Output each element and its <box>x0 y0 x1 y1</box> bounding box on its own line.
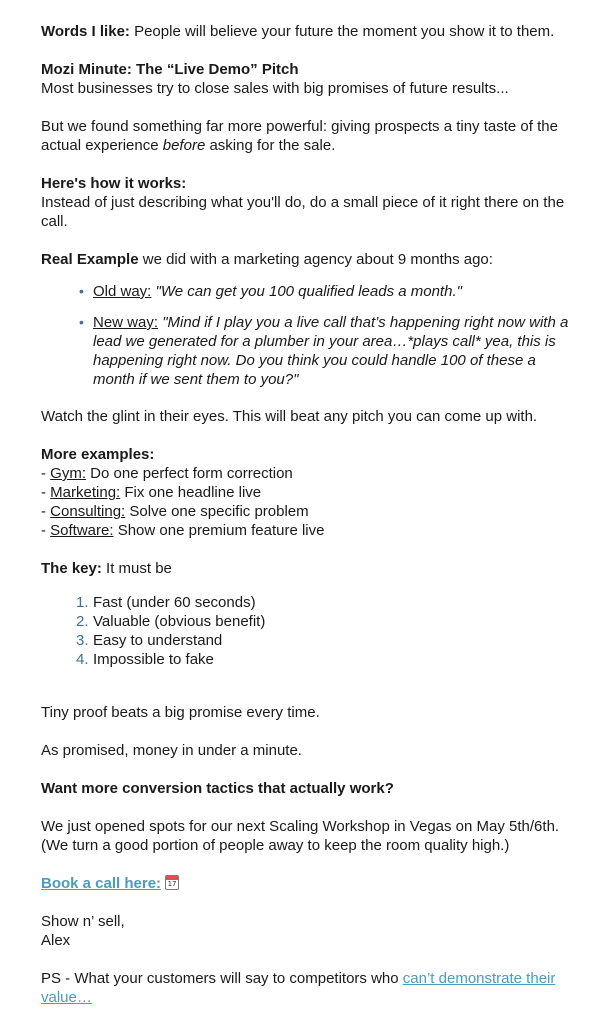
example-list <box>41 282 573 389</box>
list-item <box>41 483 573 502</box>
glint-line: Watch the glint in their eyes. This will beat any pitch you can come up with. <box>41 408 538 425</box>
key-list <box>41 593 573 669</box>
real-example-intro <box>41 250 573 269</box>
list-number: 3. <box>76 632 89 649</box>
bullet-marker: • <box>79 283 84 299</box>
want-more-heading-text: Want more conversion tactics that actually work? <box>41 780 394 797</box>
example-text: Show one premium feature live <box>113 522 325 539</box>
dash: - <box>41 484 51 501</box>
tiny-proof-line: Tiny proof beats a big promise every time. <box>41 704 320 721</box>
new-way-text: "Mind if I play you a live call that’s happening right now with a lead we generated for a plumber in your area…*plays call* yea, this is happening right now. Do you think you could handle 100 of these a month if we sent them to you?" <box>93 314 569 388</box>
want-more-heading <box>41 779 573 798</box>
how-it-works-section <box>41 174 573 231</box>
more-examples-section <box>41 445 573 540</box>
workshop-line-2: (We turn a good portion of people away to keep the room quality high.) <box>41 837 510 854</box>
key-item-text: Fast (under 60 seconds) <box>93 594 256 611</box>
list-number: 4. <box>76 651 89 668</box>
ps-text: PS - What your customers will say to competitors who <box>41 970 403 987</box>
words-i-like-label: Words I like: <box>41 23 130 40</box>
ps-line <box>41 969 573 1007</box>
example-text: Do one perfect form correction <box>86 465 293 482</box>
real-example-label: Real Example <box>41 251 139 268</box>
workshop-line-1: We just opened spots for our next Scaling Workshop in Vegas on May 5th/6th. <box>41 818 560 835</box>
mozi-minute-section <box>41 60 573 98</box>
how-it-works-heading-text: Here's how it works: <box>41 175 187 192</box>
old-way-text: "We can get you 100 qualified leads a month." <box>155 283 462 300</box>
dash: - <box>41 522 51 539</box>
list-item <box>41 464 573 483</box>
list-item <box>79 313 573 389</box>
calendar-icon <box>165 875 179 890</box>
new-way-label: New way: <box>93 314 159 331</box>
list-number: 1. <box>76 594 89 611</box>
list-item <box>76 593 573 612</box>
words-i-like-text: People will believe your future the moment you show it to them. <box>129 23 555 40</box>
words-i-like <box>41 22 573 41</box>
example-label-gym: Gym: <box>50 465 87 482</box>
calendar-icon-number: 17 <box>167 880 177 888</box>
old-way-label: Old way: <box>93 283 152 300</box>
powerful-emphasis: before <box>162 137 206 154</box>
the-key-line <box>41 559 573 578</box>
key-item-text: Impossible to fake <box>93 651 214 668</box>
how-it-works-heading <box>41 174 573 193</box>
list-number: 2. <box>76 613 89 630</box>
list-item <box>76 631 573 650</box>
list-item <box>79 282 573 301</box>
powerful-after: asking for the sale. <box>205 137 336 154</box>
mozi-minute-title <box>41 60 573 79</box>
workshop-section <box>41 817 573 855</box>
signoff-line-1: Show n’ sell, <box>41 913 125 930</box>
key-item-text: Easy to understand <box>93 632 223 649</box>
bullet-marker: • <box>79 314 84 330</box>
more-examples-heading-text: More examples: <box>41 446 155 463</box>
powerful-paragraph <box>41 117 573 155</box>
example-label-consulting: Consulting: <box>50 503 126 520</box>
list-item <box>41 521 573 540</box>
example-label-software: Software: <box>50 522 114 539</box>
signoff-name: Alex <box>41 932 71 949</box>
key-item-text: Valuable (obvious benefit) <box>93 613 266 630</box>
dash: - <box>41 503 51 520</box>
example-text: Solve one specific problem <box>125 503 309 520</box>
the-key-label: The key: <box>41 560 102 577</box>
book-call-line <box>41 874 573 893</box>
powerful-before: But we found something far more powerful: giving prospects a tiny taste of the actual experience <box>41 118 558 154</box>
ps-link[interactable]: can’t demonstrate their value… <box>41 970 556 1006</box>
list-item <box>41 502 573 521</box>
list-item <box>76 650 573 669</box>
mozi-minute-title-text: Mozi Minute: The “Live Demo” Pitch <box>41 61 299 78</box>
signoff <box>41 912 573 950</box>
list-item <box>76 612 573 631</box>
promised-line: As promised, money in under a minute. <box>41 742 302 759</box>
book-call-link[interactable]: Book a call here: <box>41 875 162 892</box>
example-text: Fix one headline live <box>120 484 262 501</box>
real-example-text: we did with a marketing agency about 9 months ago: <box>138 251 493 268</box>
mozi-minute-line: Most businesses try to close sales with big promises of future results... <box>41 80 509 97</box>
the-key-text: It must be <box>101 560 172 577</box>
more-examples-heading <box>41 445 573 464</box>
dash: - <box>41 465 51 482</box>
how-it-works-text: Instead of just describing what you'll do, do a small piece of it right there on the call. <box>41 194 565 230</box>
example-label-marketing: Marketing: <box>50 484 121 501</box>
